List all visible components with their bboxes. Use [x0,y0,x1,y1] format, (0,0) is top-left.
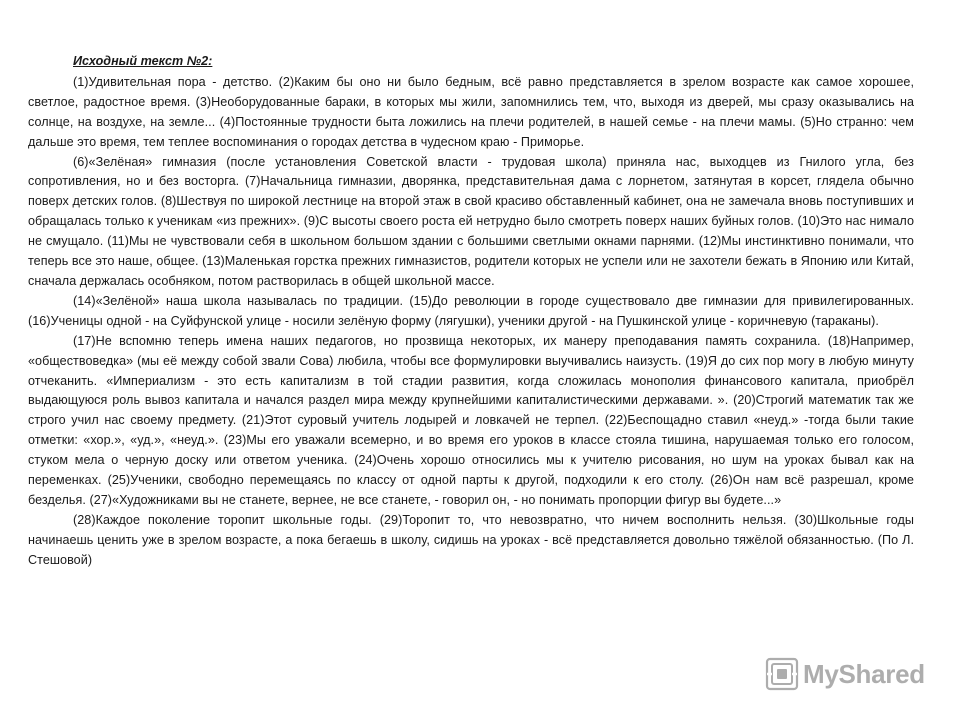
paragraph-4: (17)Не вспомню теперь имена наших педагогов, но прозвища некоторых, их манеру преподавания память сохранила. (18)Например, «обществоведка» (мы её между собой звали Сова) любила, чтобы все формулировки выучивались наизусть. (19)Я до сих пор могу в любую минуту отчеканить. «Империализм - это есть капитализм в той стадии развития, когда сложилась монополия финансового капитала, приобрёл выдающуюся роль вывоз капитала и начался раздел мира между крупнейшими капиталистическими державами. ». (20)Строгий математик так же строго учил нас своему предмету. (21)Этот суровый учитель лодырей и ловкачей не терпел. (22)Беспощадно ставил «неуд.» -тогда были такие отметки: «хор.», «уд.», «неуд.». (23)Мы его уважали всемерно, и во время его уроков в классе стояла тишина, нарушаемая только его голосом, стуком мела о черную доску или ответом ученика. (24)Очень хорошо относились мы к учителю рисования, но шум на уроках бывал как на переменках. (25)Ученики, свободно перемещаясь по классу от одной парты к другой, подходили к его столу. (26)Он нам всё разрешал, кроме безделья. (27)«Художниками вы не станете, вернее, не все станете, - говорил он, - но понимать пропорции фигур вы будете...» [28,333,914,507]
myshared-logo-icon [765,657,799,691]
document-title: Исходный текст №2: [73,54,213,68]
paragraph-2: (6)«Зелёная» гимназия (после установления Советской власти - трудовая школа) приняла нас, выходцев из Гнилого угла, без сопротивления, но и без восторга. (7)Начальница гимназии, дворянка, представительная дама с лорнетом, затянутая в корсет, глядела обычно поверх детских голов. (8)Шествуя по широкой лестнице на второй этаж в свой красиво обставленный кабинет, она не замечала вновь поступивших и обращалась только к ученикам «из прежних». (9)С высоты своего роста ей нетрудно было смотреть поверх наших буйных голов. (10)Это нас нимало не смущало. (11)Мы не чувствовали себя в школьном большом здании с большими светлыми окнами парнями. (12)Мы инстинктивно понимали, что теперь все это наше, общее. (13)Маленькая горстка прежних гимназистов, родители которых не успели или не захотели бежать в Японию или Китай, сначала держалась особняком, потом растворилась в общей школьной массе. [28,154,914,288]
watermark-text: MyShared [803,658,925,689]
paragraph-3: (14)«Зелёной» наша школа называлась по традиции. (15)До революции в городе существовало две гимназии для привилегированных. (16)Ученицы одной - на Суйфунской улице - носили зелёную форму (лягушки), ученики другой - на Пушкинской улице - коричневую (тараканы). [28,293,914,328]
paragraph-5: (28)Каждое поколение торопит школьные годы. (29)Торопит то, что невозвратно, что ничем восполнить нельзя. (30)Школьные годы начинаешь ценить уже в зрелом возрасте, а пока бегаешь в школу, сидишь на уроках - всё представляется довольно тяжёлой обязанностью. (По Л. Стешовой) [28,512,914,567]
myshared-watermark [765,656,935,692]
document-page [28,52,914,571]
paragraph-1: (1)Удивительная пора - детство. (2)Каким бы оно ни было бедным, всё равно представляется в зрелом возрасте как самое хорошее, светлое, радостное время. (3)Необорудованные бараки, в которых мы жили, запомнились тем, что, выходя из дверей, мы сразу оказывались на солнце, на воздухе, на земле... (4)Постоянные трудности быта ложились на плечи родителей, в нашей семье - на плечи мамы. (5)Но странно: чем дальше это время, тем теплее воспоминания о городах детства в чудесном краю - Приморье. [28,74,914,149]
